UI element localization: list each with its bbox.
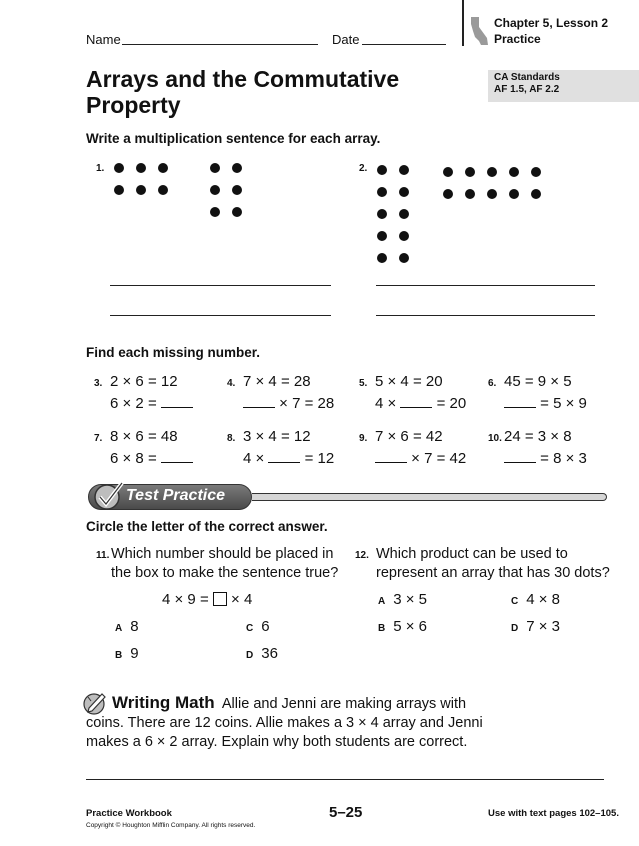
array-dot [377,165,387,175]
array-dot [443,189,453,199]
array-dot [232,207,242,217]
given-equation: 5 × 4 = 20 [375,373,443,390]
test-instruction: Circle the letter of the correct answer. [86,519,328,534]
option-11-b[interactable]: B 9 [115,645,139,662]
header-divider [462,0,464,46]
array-dot [487,189,497,199]
writing-math-prompt: Writing Math Allie and Jenni are making arrays with coins. There are 12 coins. Allie makes a 3 × 4 array and Jenni makes a 6 × 2 array. Explain why both students are correct. [86,693,483,750]
given-equation: 24 = 3 × 8 [504,428,572,445]
footer-workbook: Practice Workbook [86,808,172,819]
given-equation: 7 × 6 = 42 [375,428,443,445]
problem-number-1: 1. [96,163,105,174]
answer-blank[interactable] [243,396,275,408]
array-dot [377,187,387,197]
chapter-lesson: Chapter 5, Lesson 2 [494,16,609,30]
footer-rule [86,779,604,780]
array-dot [210,207,220,217]
question-12-text: Which product can be used to represent an array that has 30 dots? [376,546,610,581]
given-equation: 8 × 6 = 48 [110,428,178,445]
question-number-11: 11. [96,550,110,561]
option-11-c[interactable]: C 6 [246,618,270,635]
array-dot [465,167,475,177]
answer-blank[interactable] [268,451,300,463]
name-label: Name [86,32,121,47]
problem-number: 7. [94,433,103,444]
standards-codes: AF 1.5, AF 2.2 [494,84,560,95]
page-number: 5–25 [329,804,363,821]
standards-label: CA Standards [494,72,560,83]
date-label: Date [332,32,360,47]
array-dot [114,185,124,195]
array-dot [399,209,409,219]
array-dot [399,231,409,241]
california-state-icon [470,16,490,46]
array-dot [509,167,519,177]
given-equation: 3 × 4 = 12 [243,428,311,445]
option-12-c[interactable]: C 4 × 8 [511,591,561,608]
question-number-12: 12. [355,550,369,561]
answer-blank[interactable] [161,396,193,408]
array-dot [509,189,519,199]
banner-rule [252,493,607,501]
array-dot [399,187,409,197]
footer-copyright: Copyright © Houghton Mifflin Company. All rights reserved. [86,822,256,829]
option-11-d[interactable]: D 36 [246,645,278,662]
standards-box [488,70,639,102]
array-dot [114,163,124,173]
given-equation: 7 × 4 = 28 [243,373,311,390]
page-title: Arrays and the Commutative Property [86,66,400,118]
array-dot [232,163,242,173]
array-dot [158,163,168,173]
array-dot [210,163,220,173]
option-12-a[interactable]: A 3 × 5 [378,591,428,608]
array-dot [136,185,146,195]
missing-equation: 6 × 2 = [110,395,193,412]
question-11-text: Which number should be placed in the box to make the sentence true? [111,546,339,581]
date-field[interactable] [362,44,446,45]
array-dot [399,165,409,175]
problem-number: 10. [488,433,502,444]
option-12-b[interactable]: B 5 × 6 [378,618,428,635]
problem-number: 4. [227,378,236,389]
arrays-instruction: Write a multiplication sentence for each array. [86,131,381,146]
question-11-equation: 4 × 9 = × 4 [162,591,253,608]
answer-line-1b[interactable] [110,315,331,316]
problem-number: 9. [359,433,368,444]
answer-blank[interactable] [504,451,536,463]
missing-equation: × 7 = 28 [243,395,334,412]
problem-number: 6. [488,378,497,389]
answer-blank[interactable] [161,451,193,463]
missing-equation: = 5 × 9 [504,395,587,412]
array-dot [465,189,475,199]
array-dot [158,185,168,195]
option-11-a[interactable]: A 8 [115,618,139,635]
given-equation: 45 = 9 × 5 [504,373,572,390]
missing-equation: 6 × 8 = [110,450,193,467]
answer-blank[interactable] [400,396,432,408]
missing-instruction: Find each missing number. [86,345,261,360]
problem-number: 5. [359,378,368,389]
problem-number-2: 2. [359,163,368,174]
answer-box[interactable] [213,592,227,606]
array-dot [136,163,146,173]
missing-equation: × 7 = 42 [375,450,466,467]
given-equation: 2 × 6 = 12 [110,373,178,390]
array-dot [377,231,387,241]
answer-blank[interactable] [375,451,407,463]
missing-equation: = 8 × 3 [504,450,587,467]
checkmark-icon [92,480,126,512]
name-field[interactable] [122,44,318,45]
problem-number: 3. [94,378,103,389]
array-dot [487,167,497,177]
missing-equation: 4 × = 12 [243,450,335,467]
array-dot [377,253,387,263]
writing-math-heading: Writing Math [112,693,215,712]
answer-blank[interactable] [504,396,536,408]
test-practice-title: Test Practice [126,487,226,504]
answer-line-2a[interactable] [376,285,595,286]
array-dot [399,253,409,263]
practice-label: Practice [494,32,541,46]
array-dot [377,209,387,219]
array-dot [210,185,220,195]
footer-text-pages: Use with text pages 102–105. [488,808,619,819]
answer-line-2b[interactable] [376,315,595,316]
answer-line-1a[interactable] [110,285,331,286]
missing-equation: 4 × = 20 [375,395,467,412]
array-dot [531,167,541,177]
array-dot [232,185,242,195]
problem-number: 8. [227,433,236,444]
option-12-d[interactable]: D 7 × 3 [511,618,561,635]
array-dot [443,167,453,177]
array-dot [531,189,541,199]
